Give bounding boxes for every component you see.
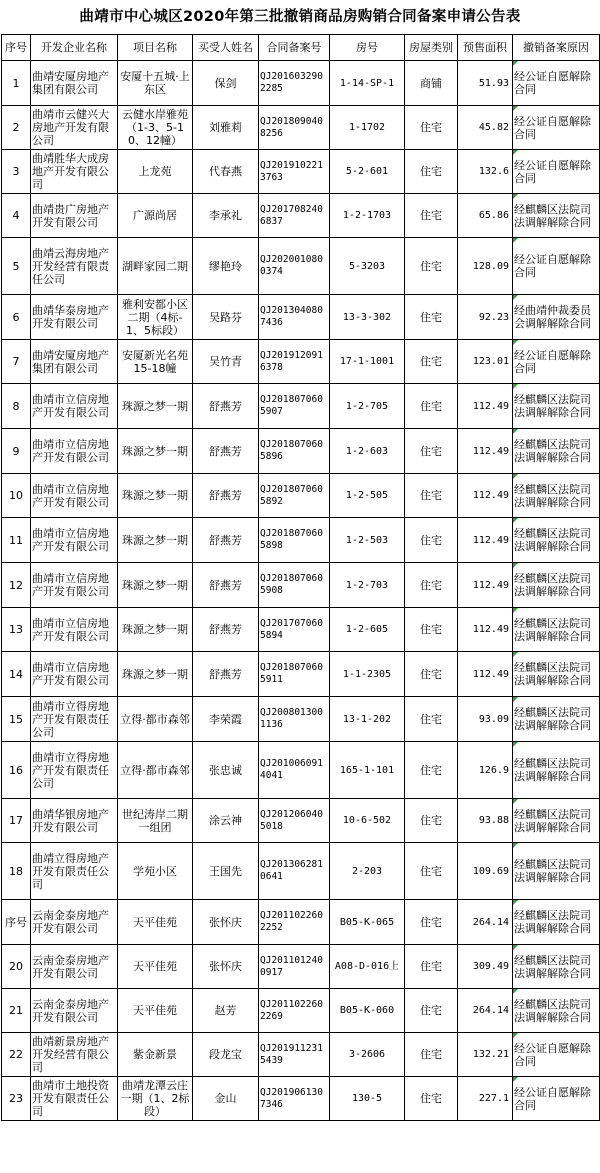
table-row xyxy=(2,518,600,563)
cell-project: 学苑小区 xyxy=(118,843,193,900)
cell-house-type: 住宅 xyxy=(405,742,458,799)
cell-cancel-reason: 经公证自愿解除合同 xyxy=(513,340,600,384)
cell-house-type: 住宅 xyxy=(405,799,458,843)
cell-company: 曲靖市云健兴大房地产开发有限公司 xyxy=(31,106,118,150)
cell-cancel-reason: 经公证自愿解除合同 xyxy=(513,238,600,295)
cell-contract-number: QJ201102260 2269 xyxy=(259,989,330,1033)
cell-presale-area: 92.23 xyxy=(458,295,513,340)
cell-company: 云南金泰房地产开发有限公司 xyxy=(31,945,118,989)
cell-seq: 1 xyxy=(2,61,31,106)
cell-cancel-reason: 经公证自愿解除合同 xyxy=(513,106,600,150)
header-cell: 序号 xyxy=(2,35,31,61)
cell-project: 安厦十五城·上东区 xyxy=(118,61,193,106)
cell-contract-number: QJ201910221 3763 xyxy=(259,150,330,194)
cell-project: 立得·都市森邻 xyxy=(118,697,193,742)
cell-project: 曲靖龙潭云庄一期（1、2标段） xyxy=(118,1077,193,1121)
cell-project: 紫金新景 xyxy=(118,1033,193,1077)
cell-buyer: 张怀庆 xyxy=(193,900,259,945)
header-cell: 买受人姓名 xyxy=(193,35,259,61)
table-row xyxy=(2,384,600,429)
cell-project: 珠源之梦一期 xyxy=(118,429,193,474)
cell-house-type: 住宅 xyxy=(405,150,458,194)
cell-house-type: 住宅 xyxy=(405,518,458,563)
cell-room-number: 165-1-101 xyxy=(330,742,405,799)
cell-presale-area: 109.69 xyxy=(458,843,513,900)
cell-presale-area: 51.93 xyxy=(458,61,513,106)
table-header-row xyxy=(2,35,600,61)
cell-cancel-reason: 经麒麟区法院司法调解解除合同 xyxy=(513,518,600,563)
cell-house-type: 住宅 xyxy=(405,652,458,697)
cell-buyer: 张忠诚 xyxy=(193,742,259,799)
cell-room-number: 1-2-603 xyxy=(330,429,405,474)
cell-company: 曲靖华银房地产开发有限公司 xyxy=(31,799,118,843)
cell-project: 云健水岸雅苑（1-3、5-10、12幢） xyxy=(118,106,193,150)
cell-cancel-reason: 经麒麟区法院司法调解解除合同 xyxy=(513,429,600,474)
cell-house-type: 住宅 xyxy=(405,194,458,238)
cell-room-number: 1-2-503 xyxy=(330,518,405,563)
cell-presale-area: 264.14 xyxy=(458,900,513,945)
cell-project: 珠源之梦一期 xyxy=(118,652,193,697)
table-row xyxy=(2,608,600,652)
cell-house-type: 住宅 xyxy=(405,106,458,150)
cell-company: 曲靖市立信房地产开发有限公司 xyxy=(31,608,118,652)
cell-room-number: 1-2-1703 xyxy=(330,194,405,238)
cell-company: 曲靖市立信房地产开发有限公司 xyxy=(31,563,118,608)
cell-project: 珠源之梦一期 xyxy=(118,474,193,518)
cell-cancel-reason: 经公证自愿解除合同 xyxy=(513,150,600,194)
cell-seq: 9 xyxy=(2,429,31,474)
cell-room-number: 3-2606 xyxy=(330,1033,405,1077)
cell-presale-area: 309.49 xyxy=(458,945,513,989)
table-row xyxy=(2,429,600,474)
cell-buyer: 段龙宝 xyxy=(193,1033,259,1077)
cell-cancel-reason: 经公证自愿解除合同 xyxy=(513,1077,600,1121)
cell-room-number: 1-2-703 xyxy=(330,563,405,608)
cell-contract-number: QJ202001080 0374 xyxy=(259,238,330,295)
cell-buyer: 吴路芬 xyxy=(193,295,259,340)
page-title: 曲靖市中心城区2020年第三批撤销商品房购销合同备案申请公告表 xyxy=(79,9,521,25)
table-row xyxy=(2,150,600,194)
cell-house-type: 住宅 xyxy=(405,295,458,340)
cell-cancel-reason: 经麒麟区法院司法调解解除合同 xyxy=(513,194,600,238)
cell-contract-number: QJ201807060 5898 xyxy=(259,518,330,563)
cell-room-number: 5-2-601 xyxy=(330,150,405,194)
table-row xyxy=(2,194,600,238)
cell-company: 曲靖贵广房地产开发有限公司 xyxy=(31,194,118,238)
cell-company: 曲靖华泰房地产开发有限公司 xyxy=(31,295,118,340)
cell-seq: 3 xyxy=(2,150,31,194)
table-row xyxy=(2,563,600,608)
cell-company: 曲靖市立得房地产开发有限责任公司 xyxy=(31,697,118,742)
cell-room-number: 5-3203 xyxy=(330,238,405,295)
cell-buyer: 张怀庆 xyxy=(193,945,259,989)
cell-contract-number: QJ201912091 6378 xyxy=(259,340,330,384)
cell-project: 世纪涛岸二期一组团 xyxy=(118,799,193,843)
cell-contract-number: QJ201006091 4041 xyxy=(259,742,330,799)
cell-house-type: 住宅 xyxy=(405,989,458,1033)
cell-cancel-reason: 经麒麟区法院司法调解解除合同 xyxy=(513,608,600,652)
cell-house-type: 住宅 xyxy=(405,474,458,518)
cell-company: 曲靖安厦房地产集团有限公司 xyxy=(31,61,118,106)
cell-contract-number: QJ201809040 8256 xyxy=(259,106,330,150)
cell-project: 天平佳苑 xyxy=(118,900,193,945)
cell-seq: 11 xyxy=(2,518,31,563)
cell-buyer: 代春燕 xyxy=(193,150,259,194)
header-cell: 房号 xyxy=(330,35,405,61)
cell-cancel-reason: 经麒麟区法院司法调解解除合同 xyxy=(513,697,600,742)
cell-presale-area: 227.1 xyxy=(458,1077,513,1121)
cell-presale-area: 112.49 xyxy=(458,518,513,563)
cell-room-number: 1-14-SP-1 xyxy=(330,61,405,106)
table-row xyxy=(2,989,600,1033)
table-row xyxy=(2,1077,600,1121)
cell-room-number: 17-1-1001 xyxy=(330,340,405,384)
header-cell: 房屋类别 xyxy=(405,35,458,61)
header-cell: 开发企业名称 xyxy=(31,35,118,61)
cell-contract-number: QJ201807060 5911 xyxy=(259,652,330,697)
table-row xyxy=(2,238,600,295)
cell-company: 曲靖立得房地产开发有限责任公司 xyxy=(31,843,118,900)
table-row xyxy=(2,697,600,742)
cell-company: 曲靖市立信房地产开发有限公司 xyxy=(31,652,118,697)
cell-company: 曲靖新景房地产开发经营有限公司 xyxy=(31,1033,118,1077)
table-row xyxy=(2,742,600,799)
cell-buyer: 舒燕芳 xyxy=(193,384,259,429)
cell-project: 雅利安都小区二期（4标-1、5标段） xyxy=(118,295,193,340)
cell-house-type: 住宅 xyxy=(405,945,458,989)
cell-presale-area: 126.9 xyxy=(458,742,513,799)
table-row xyxy=(2,843,600,900)
cell-house-type: 住宅 xyxy=(405,900,458,945)
cell-buyer: 缪艳玲 xyxy=(193,238,259,295)
cell-room-number: 13-3-302 xyxy=(330,295,405,340)
cell-presale-area: 112.49 xyxy=(458,608,513,652)
cell-room-number: 1-1702 xyxy=(330,106,405,150)
cell-buyer: 舒燕芳 xyxy=(193,429,259,474)
cell-house-type: 住宅 xyxy=(405,340,458,384)
announcement-table xyxy=(1,34,600,1121)
cell-seq: 20 xyxy=(2,945,31,989)
cell-company: 曲靖市土地投资开发有限责任公司 xyxy=(31,1077,118,1121)
table-row xyxy=(2,61,600,106)
cell-buyer: 金山 xyxy=(193,1077,259,1121)
cell-cancel-reason: 经麒麟区法院司法调解解除合同 xyxy=(513,989,600,1033)
cell-room-number: 10-6-502 xyxy=(330,799,405,843)
cell-buyer: 舒燕芳 xyxy=(193,518,259,563)
table-row xyxy=(2,295,600,340)
cell-seq: 18 xyxy=(2,843,31,900)
cell-seq: 22 xyxy=(2,1033,31,1077)
cell-buyer: 舒燕芳 xyxy=(193,652,259,697)
header-cell: 合同备案号 xyxy=(259,35,330,61)
header-cell: 项目名称 xyxy=(118,35,193,61)
cell-seq: 12 xyxy=(2,563,31,608)
cell-seq: 21 xyxy=(2,989,31,1033)
cell-presale-area: 112.49 xyxy=(458,384,513,429)
cell-seq: 序号 xyxy=(2,900,31,945)
cell-seq: 15 xyxy=(2,697,31,742)
cell-company: 曲靖安厦房地产集团有限公司 xyxy=(31,340,118,384)
cell-project: 天平佳苑 xyxy=(118,945,193,989)
cell-house-type: 商铺 xyxy=(405,61,458,106)
cell-seq: 8 xyxy=(2,384,31,429)
cell-contract-number: QJ201707060 5894 xyxy=(259,608,330,652)
cell-room-number: 130-5 xyxy=(330,1077,405,1121)
cell-cancel-reason: 经公证自愿解除合同 xyxy=(513,1033,600,1077)
cell-buyer: 吴竹青 xyxy=(193,340,259,384)
cell-house-type: 住宅 xyxy=(405,563,458,608)
table-row xyxy=(2,474,600,518)
cell-buyer: 刘雅莉 xyxy=(193,106,259,150)
cell-seq: 17 xyxy=(2,799,31,843)
cell-seq: 7 xyxy=(2,340,31,384)
cell-cancel-reason: 经公证自愿解除合同 xyxy=(513,61,600,106)
cell-buyer: 舒燕芳 xyxy=(193,608,259,652)
cell-contract-number: QJ201807060 5908 xyxy=(259,563,330,608)
cell-room-number: 1-2-605 xyxy=(330,608,405,652)
cell-presale-area: 112.49 xyxy=(458,429,513,474)
cell-project: 安厦新光名苑15-18幢 xyxy=(118,340,193,384)
cell-seq: 13 xyxy=(2,608,31,652)
cell-project: 立得·都市森邻 xyxy=(118,742,193,799)
cell-cancel-reason: 经麒麟区法院司法调解解除合同 xyxy=(513,799,600,843)
cell-project: 湖畔家园二期 xyxy=(118,238,193,295)
cell-project: 天平佳苑 xyxy=(118,989,193,1033)
cell-contract-number: QJ201603290 2285 xyxy=(259,61,330,106)
table-row xyxy=(2,799,600,843)
cell-presale-area: 132.21 xyxy=(458,1033,513,1077)
cell-contract-number: QJ201906130 7346 xyxy=(259,1077,330,1121)
cell-project: 珠源之梦一期 xyxy=(118,518,193,563)
cell-buyer: 保剑 xyxy=(193,61,259,106)
cell-seq: 16 xyxy=(2,742,31,799)
cell-contract-number: QJ201102260 2252 xyxy=(259,900,330,945)
cell-project: 广源尚居 xyxy=(118,194,193,238)
cell-contract-number: QJ201807060 5892 xyxy=(259,474,330,518)
cell-cancel-reason: 经麒麟区法院司法调解解除合同 xyxy=(513,384,600,429)
cell-project: 珠源之梦一期 xyxy=(118,384,193,429)
cell-company: 曲靖市立信房地产开发有限公司 xyxy=(31,429,118,474)
cell-presale-area: 112.49 xyxy=(458,563,513,608)
cell-buyer: 王国先 xyxy=(193,843,259,900)
cell-contract-number: QJ201911231 5439 xyxy=(259,1033,330,1077)
cell-seq: 23 xyxy=(2,1077,31,1121)
cell-cancel-reason: 经麒麟区法院司法调解解除合同 xyxy=(513,742,600,799)
cell-presale-area: 123.01 xyxy=(458,340,513,384)
cell-room-number: 13-1-202 xyxy=(330,697,405,742)
cell-contract-number: QJ201304080 7436 xyxy=(259,295,330,340)
cell-buyer: 舒燕芳 xyxy=(193,474,259,518)
cell-company: 曲靖胜华大成房地产开发有限公司 xyxy=(31,150,118,194)
cell-company: 曲靖市立信房地产开发有限公司 xyxy=(31,518,118,563)
cell-house-type: 住宅 xyxy=(405,429,458,474)
cell-company: 曲靖市立信房地产开发有限公司 xyxy=(31,384,118,429)
cell-buyer: 赵芳 xyxy=(193,989,259,1033)
cell-seq: 14 xyxy=(2,652,31,697)
cell-house-type: 住宅 xyxy=(405,238,458,295)
cell-presale-area: 45.82 xyxy=(458,106,513,150)
cell-cancel-reason: 经曲靖仲裁委员会调解解除合同 xyxy=(513,295,600,340)
cell-company: 曲靖云海房地产开发经营有限责任公司 xyxy=(31,238,118,295)
cell-room-number: 1-2-705 xyxy=(330,384,405,429)
cell-seq: 6 xyxy=(2,295,31,340)
cell-buyer: 舒燕芳 xyxy=(193,563,259,608)
cell-buyer: 李荣霞 xyxy=(193,697,259,742)
cell-contract-number: QJ201807060 5907 xyxy=(259,384,330,429)
cell-cancel-reason: 经麒麟区法院司法调解解除合同 xyxy=(513,843,600,900)
cell-seq: 4 xyxy=(2,194,31,238)
cell-contract-number: QJ201807060 5896 xyxy=(259,429,330,474)
cell-company: 云南金泰房地产开发有限公司 xyxy=(31,900,118,945)
cell-house-type: 住宅 xyxy=(405,384,458,429)
cell-room-number: A08-D-016上 xyxy=(330,945,405,989)
cell-cancel-reason: 经麒麟区法院司法调解解除合同 xyxy=(513,474,600,518)
cell-buyer: 涂云神 xyxy=(193,799,259,843)
cell-room-number: 1-2-505 xyxy=(330,474,405,518)
table-row xyxy=(2,1033,600,1077)
cell-seq: 10 xyxy=(2,474,31,518)
header-cell: 预售面积 xyxy=(458,35,513,61)
cell-room-number: 1-1-2305 xyxy=(330,652,405,697)
cell-house-type: 住宅 xyxy=(405,1033,458,1077)
cell-presale-area: 93.88 xyxy=(458,799,513,843)
cell-presale-area: 132.6 xyxy=(458,150,513,194)
cell-cancel-reason: 经麒麟区法院司法调解解除合同 xyxy=(513,652,600,697)
cell-contract-number: QJ200801300 1136 xyxy=(259,697,330,742)
header-cell: 撤销备案原因 xyxy=(513,35,600,61)
cell-seq: 2 xyxy=(2,106,31,150)
cell-project: 上龙苑 xyxy=(118,150,193,194)
cell-company: 曲靖市立信房地产开发有限公司 xyxy=(31,474,118,518)
cell-room-number: B05-K-060 xyxy=(330,989,405,1033)
table-row xyxy=(2,106,600,150)
cell-house-type: 住宅 xyxy=(405,1077,458,1121)
cell-contract-number: QJ201206040 5018 xyxy=(259,799,330,843)
cell-company: 曲靖市立得房地产开发有限责任公司 xyxy=(31,742,118,799)
cell-presale-area: 264.14 xyxy=(458,989,513,1033)
cell-project: 珠源之梦一期 xyxy=(118,608,193,652)
cell-presale-area: 112.49 xyxy=(458,474,513,518)
cell-project: 珠源之梦一期 xyxy=(118,563,193,608)
cell-buyer: 李承礼 xyxy=(193,194,259,238)
cell-house-type: 住宅 xyxy=(405,608,458,652)
cell-presale-area: 128.09 xyxy=(458,238,513,295)
table-row xyxy=(2,945,600,989)
cell-room-number: B05-K-065 xyxy=(330,900,405,945)
cell-room-number: 2-203 xyxy=(330,843,405,900)
cell-cancel-reason: 经麒麟区法院司法调解解除合同 xyxy=(513,900,600,945)
cell-seq: 5 xyxy=(2,238,31,295)
cell-contract-number: QJ201101240 0917 xyxy=(259,945,330,989)
table-row xyxy=(2,900,600,945)
cell-house-type: 住宅 xyxy=(405,843,458,900)
cell-cancel-reason: 经麒麟区法院司法调解解除合同 xyxy=(513,563,600,608)
cell-company: 云南金泰房地产开发有限公司 xyxy=(31,989,118,1033)
cell-contract-number: QJ201306281 0641 xyxy=(259,843,330,900)
cell-cancel-reason: 经麒麟区法院司法调解解除合同 xyxy=(513,945,600,989)
table-row xyxy=(2,652,600,697)
cell-house-type: 住宅 xyxy=(405,697,458,742)
cell-contract-number: QJ201708240 6837 xyxy=(259,194,330,238)
cell-presale-area: 65.86 xyxy=(458,194,513,238)
cell-presale-area: 93.09 xyxy=(458,697,513,742)
table-row xyxy=(2,340,600,384)
cell-presale-area: 112.49 xyxy=(458,652,513,697)
